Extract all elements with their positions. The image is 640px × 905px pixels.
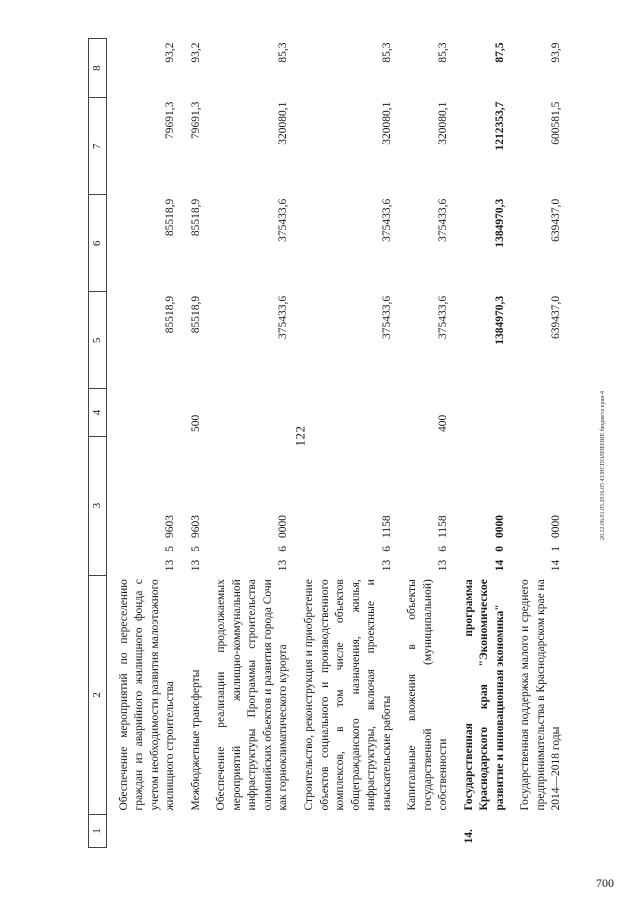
column-header: 3 bbox=[89, 436, 107, 575]
row-value-col7: 320080,1 bbox=[437, 101, 450, 145]
table-header-row bbox=[89, 39, 107, 848]
row-code-part: 9603 bbox=[189, 514, 202, 538]
row-code-part: 13 bbox=[380, 559, 393, 572]
row-code-part: 5 bbox=[164, 545, 177, 552]
row-value-col7: 600581,5 bbox=[550, 101, 563, 145]
row-vr bbox=[508, 389, 565, 436]
row-code-part: 13 bbox=[189, 559, 202, 572]
row-code-part: 6 bbox=[437, 545, 450, 552]
row-value-col5: 1384970,3 bbox=[493, 295, 506, 345]
row-code bbox=[452, 436, 509, 575]
row-value-col6: 375433,6 bbox=[277, 198, 290, 242]
row-value-col5: 375433,6 bbox=[380, 295, 393, 339]
row-value-col5: 375433,6 bbox=[277, 295, 290, 339]
row-code-part: 0000 bbox=[550, 514, 563, 538]
row-vr: 500 bbox=[189, 414, 202, 433]
column-header: 7 bbox=[89, 98, 107, 195]
row-value-col5: 375433,6 bbox=[437, 295, 450, 339]
column-header: 8 bbox=[89, 39, 107, 98]
table-row bbox=[508, 39, 565, 848]
row-value-col7: 320080,1 bbox=[277, 101, 290, 145]
row-code bbox=[106, 436, 179, 575]
row-name: Межбюджетные трансферты bbox=[189, 669, 202, 811]
row-code-part: 6 bbox=[277, 545, 290, 552]
column-header: 4 bbox=[89, 389, 107, 436]
table-row bbox=[395, 39, 452, 848]
table-row bbox=[204, 39, 292, 848]
page-number: 122 bbox=[292, 425, 308, 447]
row-value-col6: 639437,0 bbox=[550, 198, 563, 242]
row-code bbox=[179, 436, 205, 575]
row-value-col7: 79691,3 bbox=[164, 101, 177, 140]
row-code bbox=[395, 436, 452, 575]
row-code-part: 14 bbox=[493, 559, 506, 572]
row-number bbox=[106, 814, 179, 847]
side-note: 20.12.06.01.05.2016.05 43/ИСПОЛНЕНИЕ бюджета края-4 bbox=[600, 391, 606, 540]
row-code-part: 1 bbox=[550, 545, 563, 552]
row-number bbox=[292, 814, 395, 847]
row-value-col5: 85518,9 bbox=[164, 295, 177, 334]
row-vr: 400 bbox=[437, 414, 450, 433]
row-number bbox=[204, 814, 292, 847]
table-row bbox=[179, 39, 205, 848]
row-code-part: 13 bbox=[437, 559, 450, 572]
row-value-col8: 93,9 bbox=[550, 42, 563, 63]
row-vr bbox=[106, 389, 179, 436]
row-name: Обеспечение реализации продолжаемых мероприятий жилищно-коммунальной инфраструктуры Программы строительства олимпийских объектов и развития города Сочи как горноклиматического курорта bbox=[215, 579, 290, 811]
column-header: 5 bbox=[89, 292, 107, 389]
row-value-col8: 93,2 bbox=[189, 42, 202, 63]
row-name: Государственная программа Краснодарского края "Экономическое развитие и инновационная экономика" bbox=[462, 579, 506, 811]
row-value-col8: 87,5 bbox=[493, 42, 506, 63]
row-value-col7: 320080,1 bbox=[380, 101, 393, 145]
row-value-col8: 85,3 bbox=[277, 42, 290, 63]
row-code-part: 5 bbox=[189, 545, 202, 552]
row-code-part: 0000 bbox=[493, 514, 506, 538]
row-value-col6: 1384970,3 bbox=[493, 198, 506, 248]
row-number bbox=[508, 814, 565, 847]
row-value-col7: 1212353,7 bbox=[493, 101, 506, 151]
row-code-part: 13 bbox=[277, 559, 290, 572]
row-value-col7: 79691,3 bbox=[189, 101, 202, 140]
row-value-col8: 85,3 bbox=[437, 42, 450, 63]
row-name: Обеспечение мероприятий по переселению граждан из аварийного жилищного фонда с учетом необходимости развития малоэтажного жилищного строительства bbox=[117, 579, 177, 811]
footer-number: 700 bbox=[596, 876, 614, 890]
row-number: 14. bbox=[462, 829, 475, 844]
row-code-part: 9603 bbox=[164, 514, 177, 538]
row-code-part: 6 bbox=[380, 545, 393, 552]
row-vr bbox=[452, 389, 509, 436]
row-name: Государственная поддержка малого и среднего предпринимательства в Краснодарском крае на 2014—2018 годы bbox=[519, 579, 563, 811]
row-vr bbox=[204, 389, 292, 436]
row-value-col6: 375433,6 bbox=[437, 198, 450, 242]
row-value-col5: 639437,0 bbox=[550, 295, 563, 339]
row-code-part: 0 bbox=[493, 545, 506, 552]
row-value-col6: 375433,6 bbox=[380, 198, 393, 242]
table-row bbox=[106, 39, 179, 848]
row-value-col8: 85,3 bbox=[380, 42, 393, 63]
row-code bbox=[508, 436, 565, 575]
row-number bbox=[395, 814, 452, 847]
row-number bbox=[179, 814, 205, 847]
row-code-part: 1158 bbox=[380, 515, 393, 538]
table-row bbox=[452, 39, 509, 848]
row-code bbox=[204, 436, 292, 575]
row-vr bbox=[292, 389, 395, 436]
column-header: 1 bbox=[89, 814, 107, 847]
row-value-col8: 93,2 bbox=[164, 42, 177, 63]
budget-table-wrapper bbox=[88, 38, 565, 848]
row-value-col5: 85518,9 bbox=[189, 295, 202, 334]
budget-table bbox=[88, 38, 565, 848]
row-name: Капитальные вложения в объекты государственной (муниципальной) собственности bbox=[406, 579, 450, 811]
row-name: Строительство, реконструкция и приобретение объектов социального и производственного комплексов, в том числе объектов общегражданского назначения, жилья, инфраструктуры, включая проектные и изыскательские работы bbox=[303, 579, 393, 811]
row-value-col6: 85518,9 bbox=[189, 198, 202, 237]
column-header: 6 bbox=[89, 195, 107, 292]
row-value-col6: 85518,9 bbox=[164, 198, 177, 237]
row-code-part: 1158 bbox=[437, 515, 450, 538]
row-code bbox=[292, 436, 395, 575]
row-code-part: 0000 bbox=[277, 514, 290, 538]
row-code-part: 13 bbox=[164, 559, 177, 572]
row-code-part: 14 bbox=[550, 559, 563, 572]
column-header: 2 bbox=[89, 575, 107, 814]
table-row bbox=[292, 39, 395, 848]
